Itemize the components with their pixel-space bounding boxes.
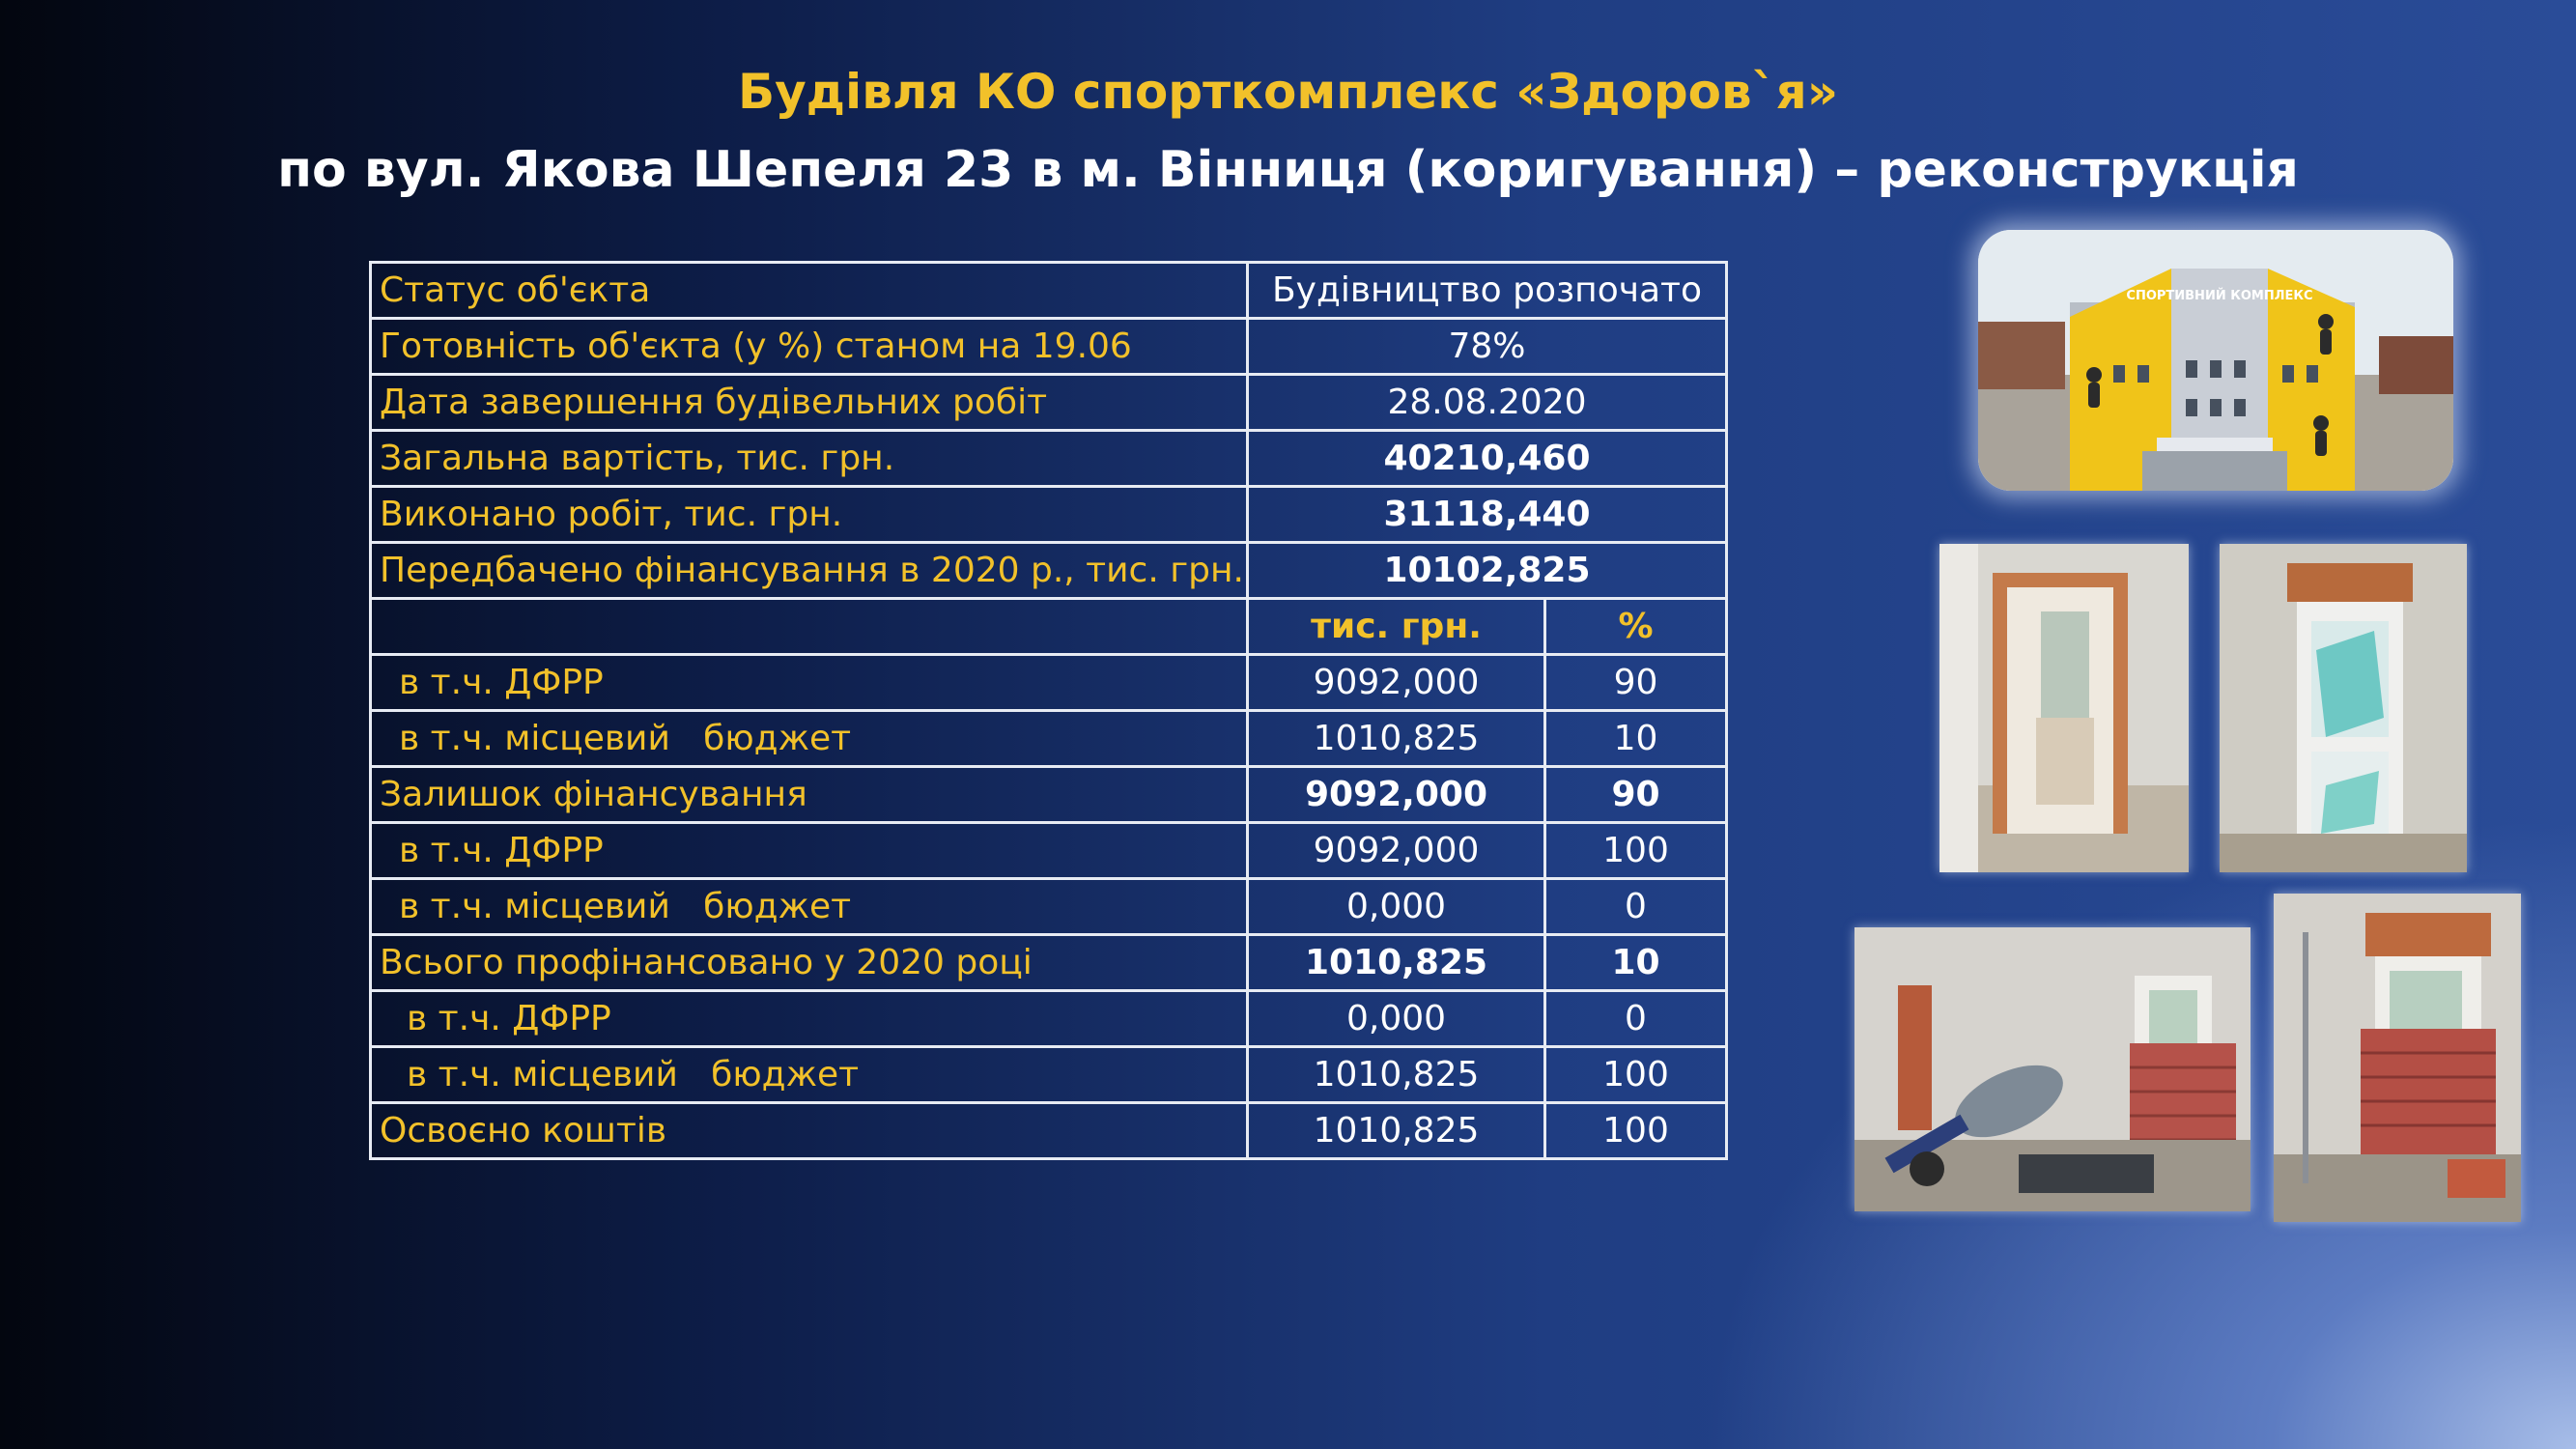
table-row (371, 263, 1727, 319)
row-label-total-cost: Загальна вартість, тис. грн. (371, 431, 1248, 487)
fin-label: в т.ч. ДФРР (371, 823, 1248, 879)
row-value-readiness: 78% (1248, 319, 1727, 375)
project-info-table (369, 261, 1728, 1160)
slide-title: Будівля КО спорткомплекс «Здоров`я» (737, 64, 1839, 120)
header-percent: % (1545, 599, 1727, 655)
table-row (371, 319, 1727, 375)
interior-photo-doorway (1939, 544, 2189, 872)
row-label-status: Статус об'єкта (371, 263, 1248, 319)
table-row (371, 879, 1727, 935)
fin-percent: 10 (1545, 935, 1727, 991)
fin-label: в т.ч. місцевий бюджет (371, 1047, 1248, 1103)
row-value-planned-funding: 10102,825 (1248, 543, 1727, 599)
slide-subtitle: по вул. Якова Шепеля 23 в м. Вінниця (коригування) – реконструкція (277, 141, 2299, 199)
table-row (371, 375, 1727, 431)
fin-percent: 0 (1545, 879, 1727, 935)
fin-amount: 1010,825 (1248, 935, 1545, 991)
fin-label: в т.ч. ДФРР (371, 991, 1248, 1047)
fin-label: в т.ч. місцевий бюджет (371, 879, 1248, 935)
row-label-completion-date: Дата завершення будівельних робіт (371, 375, 1248, 431)
fin-percent: 90 (1545, 767, 1727, 823)
fin-amount: 9092,000 (1248, 823, 1545, 879)
fin-percent: 100 (1545, 823, 1727, 879)
table-row (371, 767, 1727, 823)
fin-amount: 9092,000 (1248, 655, 1545, 711)
header-amount: тис. грн. (1248, 599, 1545, 655)
row-value-completion-date: 28.08.2020 (1248, 375, 1727, 431)
row-label-readiness: Готовність об'єкта (у %) станом на 19.06 (371, 319, 1248, 375)
fin-amount: 1010,825 (1248, 1103, 1545, 1159)
fin-percent: 0 (1545, 991, 1727, 1047)
table-row (371, 711, 1727, 767)
fin-amount: 9092,000 (1248, 767, 1545, 823)
table-row (371, 1103, 1727, 1159)
interior-photo-door-window (2220, 544, 2467, 872)
row-label-work-done: Виконано робіт, тис. грн. (371, 487, 1248, 543)
fin-label: Всього профінансовано у 2020 році (371, 935, 1248, 991)
row-value-total-cost: 40210,460 (1248, 431, 1727, 487)
building-photo (1978, 230, 2453, 491)
row-label-planned-funding: Передбачено фінансування в 2020 р., тис. грн. (371, 543, 1248, 599)
fin-label: Освоєно коштів (371, 1103, 1248, 1159)
header-label (371, 599, 1248, 655)
table-row (371, 487, 1727, 543)
fin-label: Залишок фінансування (371, 767, 1248, 823)
row-value-status: Будівництво розпочато (1248, 263, 1727, 319)
table-row (371, 543, 1727, 599)
construction-photo-brick-wall (2274, 894, 2521, 1222)
table-row (371, 1047, 1727, 1103)
fin-label: в т.ч. ДФРР (371, 655, 1248, 711)
construction-photo-wheelbarrow (1854, 927, 2250, 1211)
table-row (371, 655, 1727, 711)
fin-amount: 1010,825 (1248, 1047, 1545, 1103)
fin-percent: 100 (1545, 1103, 1727, 1159)
fin-amount: 1010,825 (1248, 711, 1545, 767)
fin-amount: 0,000 (1248, 879, 1545, 935)
table-row (371, 935, 1727, 991)
fin-amount: 0,000 (1248, 991, 1545, 1047)
fin-label: в т.ч. місцевий бюджет (371, 711, 1248, 767)
fin-percent: 90 (1545, 655, 1727, 711)
fin-percent: 100 (1545, 1047, 1727, 1103)
table-row (371, 991, 1727, 1047)
building-sign-text: СПОРТИВНИЙ КОМПЛЕКС (2126, 289, 2313, 303)
fin-percent: 10 (1545, 711, 1727, 767)
row-value-work-done: 31118,440 (1248, 487, 1727, 543)
table-header-row (371, 599, 1727, 655)
table-row (371, 823, 1727, 879)
table-row (371, 431, 1727, 487)
